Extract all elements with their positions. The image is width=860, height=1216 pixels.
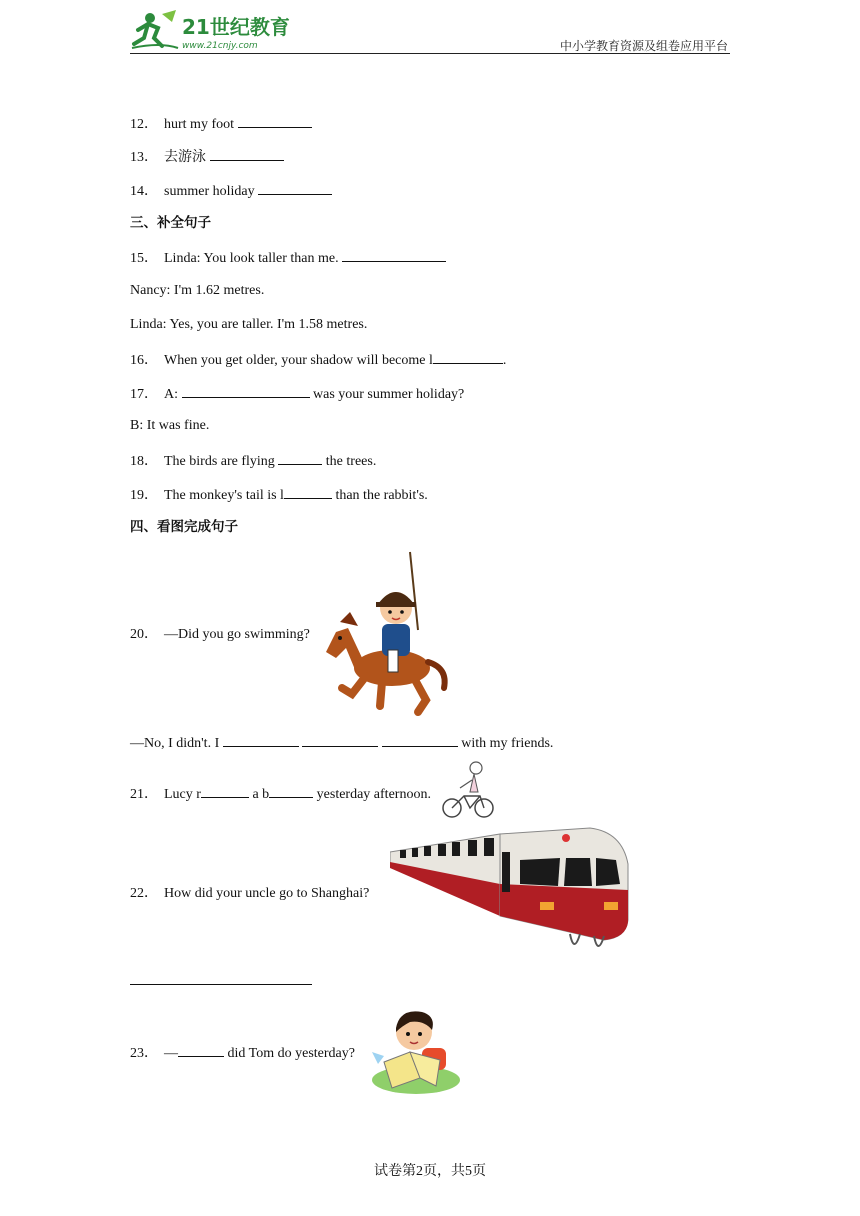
- question-14: 14． summer holiday: [130, 181, 332, 201]
- dialogue-line: Nancy: I'm 1.62 metres.: [130, 283, 265, 298]
- question-20: 20． —Did you go swimming?: [130, 627, 310, 642]
- site-logo: [130, 8, 300, 52]
- answer-blank[interactable]: [258, 181, 332, 195]
- svg-text:www.21cnjy.com: www.21cnjy.com: [182, 41, 258, 51]
- answer-blank[interactable]: [433, 350, 503, 364]
- answer-blank[interactable]: [278, 451, 322, 465]
- answer-blank[interactable]: [284, 485, 332, 499]
- svg-text:21世纪教育: 21世纪教育: [182, 15, 290, 39]
- question-15: 15． Linda: You look taller than me.: [130, 248, 446, 268]
- header-divider: [130, 53, 730, 54]
- answer-line-22[interactable]: [130, 984, 312, 985]
- runner-logo-icon: [132, 10, 178, 48]
- answer-blank[interactable]: [342, 248, 446, 262]
- question-23: 23． — did Tom do yesterday?: [130, 1043, 355, 1063]
- boy-reading-picture: [370, 1004, 462, 1096]
- answer-blank[interactable]: [269, 784, 313, 798]
- dialogue-line: Linda: Yes, you are taller. I'm 1.58 metres.: [130, 317, 368, 332]
- header-platform-name: 中小学教育资源及组卷应用平台: [559, 39, 728, 53]
- section-heading-3: 三、补全句子: [130, 215, 211, 231]
- answer-blank[interactable]: [178, 1043, 224, 1057]
- question-12: 12． hurt my foot: [130, 114, 312, 134]
- question-17: 17． A: was your summer holiday?: [130, 384, 464, 404]
- train-picture: [390, 824, 632, 958]
- horse-riding-picture: [322, 550, 452, 718]
- page-footer: 试卷第2页，共5页: [374, 1164, 486, 1179]
- answer-blank[interactable]: [182, 384, 310, 398]
- answer-blank[interactable]: [201, 784, 249, 798]
- question-13: 13． 去游泳: [130, 147, 284, 167]
- answer-blank[interactable]: [223, 733, 299, 747]
- girl-cycling-picture: [440, 758, 496, 820]
- question-22: 22． How did your uncle go to Shanghai?: [130, 886, 370, 901]
- answer-blank[interactable]: [302, 733, 378, 747]
- answer-line-20: —No, I didn't. I with my friends.: [130, 733, 553, 753]
- answer-blank[interactable]: [210, 147, 284, 161]
- answer-blank[interactable]: [382, 733, 458, 747]
- answer-blank[interactable]: [238, 114, 312, 128]
- question-19: 19． The monkey's tail is l than the rabbit's.: [130, 485, 428, 505]
- question-21: 21． Lucy r a b yesterday afternoon.: [130, 784, 431, 804]
- section-heading-4: 四、看图完成句子: [130, 519, 238, 535]
- question-18: 18． The birds are flying the trees.: [130, 451, 376, 471]
- dialogue-line: B: It was fine.: [130, 418, 210, 433]
- question-16: 16． When you get older, your shadow will become l .: [130, 350, 506, 370]
